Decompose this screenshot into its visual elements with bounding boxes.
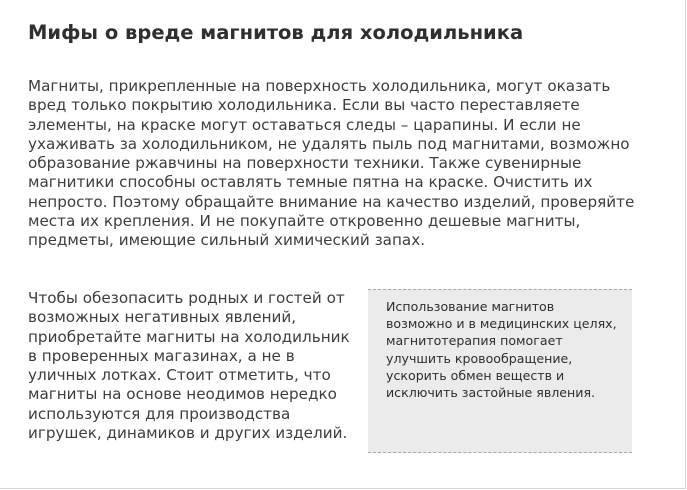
article-paragraph-2-block bbox=[28, 289, 638, 453]
article-title: Мифы о вреде магнитов для холодильника bbox=[28, 21, 524, 44]
article-paragraph-1: Магниты, прикрепленные на поверхность холодильника, могут оказать вред только покрытию холодильника. Если вы часто переставляете элементы, на краске могут оставаться следы – царапины. И если не ухаживать за холодильником, не удалять пыль под магнитами, возможно образование ржавчины на поверхности техники. Также сувенирные магнитики способны оставлять темные пятна на краске. Очистить их непросто. Поэтому обращайте внимание на качество изделий, проверяйте места их крепления. И не покупайте откровенно дешевые магниты, предметы, имеющие сильный химический запах. bbox=[28, 77, 635, 250]
callout-note bbox=[368, 289, 632, 453]
callout-text: Использование магнитов возможно и в медицинских целях, магнитотерапия помогает улучшить кровообращение, ускорить обмен веществ и исключить застойные явления. bbox=[386, 299, 617, 401]
article-paragraph-2: Чтобы обезопасить родных и гостей от возможных негативных явлений, приобретайте магниты на холодильник в проверенных магазинах, а не в уличных лотках. Стоит отметить, что магниты на основе неодимов нередко используются для производства игрушек, динамиков и других изделий. bbox=[28, 289, 350, 443]
